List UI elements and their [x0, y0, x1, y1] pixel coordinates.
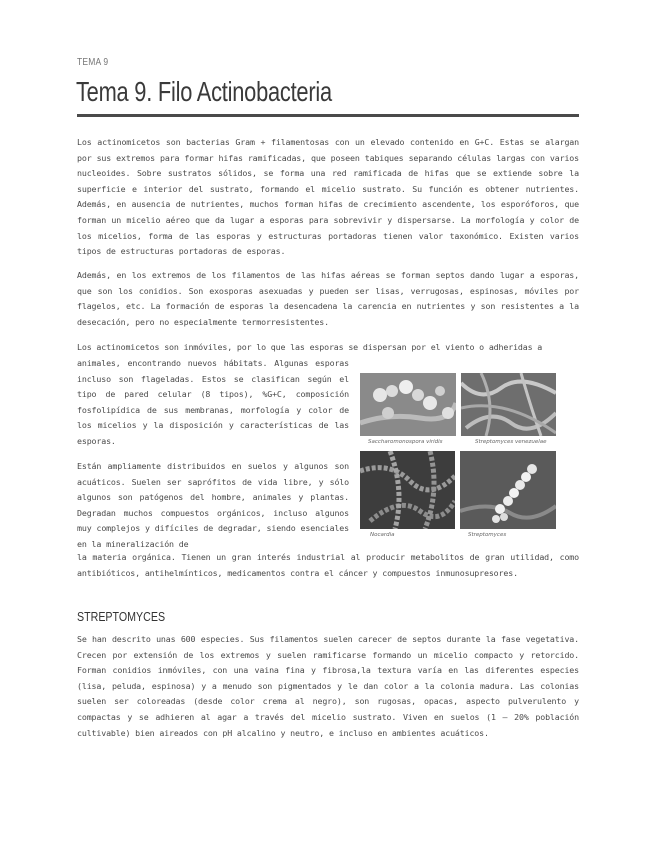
paragraph-distribution-cont: la materia orgánica. Tienen un gran interés industrial al producir metabolitos de gran utilidad, como antibióticos, antihelmínticos, medicamentos contra el cáncer y compuestos inmunosupresores. — [77, 552, 579, 578]
paragraph-spores: Además, en los extremos de los filamentos de las hifas aéreas se forman septos dando lugar a esporas, que son los conidios. Son exosporas asexuadas y pueden ser lisas, verrugosas, espinosas, móviles por flagelos, etc. La formación de esporas la desencadena la carencia en nutrientes y son resistentes a la desecación, pero no especialmente termorresistentes. — [77, 270, 579, 327]
section-heading: STREPTOMYCES — [77, 609, 166, 624]
micrograph-image — [461, 373, 556, 436]
paragraph-intro: Los actinomicetos son bacterias Gram + filamentosas con un elevado contenido en G+C. Estas se alargan por sus extremos para formar hifas ramificadas, que poseen tabiques separando células largas con varios nucleoides. Sobre sustratos sólidos, se forma una red ramificada de hifas que se extiende sobre la superficie e interior del sustrato, formando el micelio sustrato. Su función es obtener nutrientes. Además, en ausencia de nutrientes, muchos forman hifas de crecimiento ascendente, los esporóforos, que forman un micelio aéreo que da lugar a esporas para sobrevivir y dispersarse. La morfología y color de los micelios, forma de las esporas y estructuras portadoras tienen valor taxonómico. Existen varios tipos de estructuras portadoras de esporas. — [77, 137, 579, 257]
paragraph-dispersal-line: Los actinomicetos son inmóviles, por lo que las esporas se dispersan por el viento o adheridas a — [77, 342, 543, 352]
micrograph-image — [360, 373, 456, 436]
chapter-kicker: TEMA 9 — [77, 57, 109, 68]
figure-caption: Streptomyces — [468, 532, 507, 538]
figure-caption: Nocardia — [370, 532, 395, 538]
figure-caption: Streptomyces venezuelae — [475, 439, 547, 445]
figure-caption: Saccharomonospora viridis — [368, 439, 443, 445]
micrograph-image — [360, 451, 455, 529]
paragraph-distribution: Están ampliamente distribuidos en suelos y algunos son acuáticos. Suelen ser saprófitos de vida libre, y sólo algunos son patógenos del hombre, animales y plantas. Degradan muchos compuestos orgánicos, incluso algunos muy complejos y difíciles de degradar, siendo esenciales en la mineralización de — [77, 461, 349, 549]
paragraph-dispersal: animales, encontrando nuevos hábitats. Algunas esporas incluso son flageladas. Estos se clasifican según el tipo de pared celular (8 tipos), %G+C, composición fosfolipídica de sus membranas, morfología y color de los micelios y la disposición y características de las esporas. — [77, 358, 349, 446]
title-divider — [77, 114, 579, 117]
paragraph-streptomyces: Se han descrito unas 600 especies. Sus filamentos suelen carecer de septos durante la fase vegetativa. Crecen por extensión de los extremos y suelen ramificarse formando un micelio compacto y retorcido. Forman conidios inmóviles, con una vaina fina y fibrosa,la textura varía en las diferentes especies (lisa, peluda, espinosa) y a menudo son pigmentados y le dan color a la colonia madura. Las colonias suelen ser coloreadas (desde color crema al negro), son rugosas, opacas, aspecto pulverulento y compactas y se adhieren al agar a través del micelio sustrato. Viven en suelos (1 – 20% población cultivable) bien aireados con pH alcalino y neutro, e incluso en ambientes acuáticos. — [77, 634, 579, 738]
micrograph-image — [460, 451, 556, 529]
page-title: Tema 9. Filo Actinobacteria — [76, 76, 332, 107]
